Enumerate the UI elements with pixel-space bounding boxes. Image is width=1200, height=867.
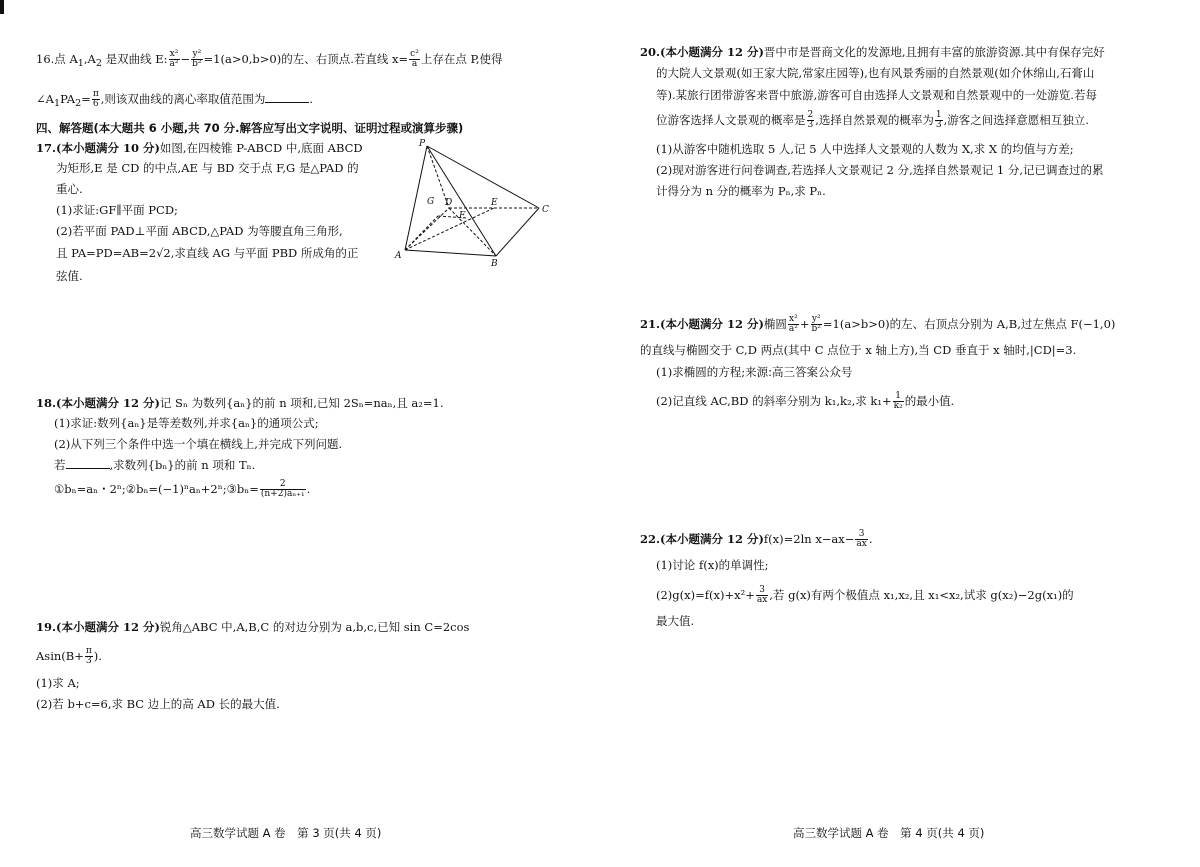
frac-x2-a2-ellipse: $\frac{\text{x²}}{\text{a²}}$ — [788, 314, 798, 335]
frac-pi-6: $\frac{\pi}{6}$ — [92, 89, 99, 110]
frac-y2-b2-ellipse: $\frac{\text{y²}}{\text{b²}}$ — [811, 314, 821, 335]
answer-blank-16[interactable] — [265, 92, 309, 103]
frac-3-ax: $\frac{3}{ax}$ — [856, 529, 867, 550]
frac-c2-a: $\frac{\text{c²}}{a}$ — [410, 49, 419, 70]
label-f: F — [459, 211, 466, 221]
source-watermark: 来源:高三答案公众号 — [745, 365, 853, 379]
footer-page-3: 高三数学试题 A 卷 第 3 页(共 4 页) — [190, 826, 382, 840]
label-c: C — [542, 205, 549, 215]
pyramid-figure — [393, 138, 558, 268]
label-a: A — [395, 251, 402, 261]
label-d: D — [445, 198, 453, 208]
answer-blank-18[interactable] — [66, 458, 110, 469]
label-g: G — [427, 197, 435, 207]
frac-bn-3: $\frac{2}{\text{(n+2)aₙ₊₁}}$ — [260, 479, 305, 500]
frac-1-3: $\frac{1}{3}$ — [935, 110, 942, 131]
label-b: B — [491, 259, 498, 268]
frac-pi-3: $\frac{\pi}{3}$ — [85, 646, 92, 667]
frac-1-k2: $\frac{1}{\text{k₂}}$ — [893, 391, 903, 412]
exam-page-4: 20.(本小题满分 12 分)晋中市是晋商文化的发源地,且拥有丰富的旅游资源.其中有保存完好 的大院人文景观(如王家大院,常家庄园等),也有风景秀丽的自然景观(如介休绵山,石膏山 等).某旅行团带游客来晋中旅游,游客可自由选择人文景观和自然景观中的一处游览.若每 位游客选择人文景观的概率是 $\frac{2}{3}$ ,选择自然景观的概率为 $\frac{1}{3}$ ,游客之间选择意愿相互独立. (1)从游客中随机选取 5 人,记 5 人中选择人文景观的人数为 X,求 X 的均值与方差; (2)现对游客进行问卷调查,若选择人文景观记 2 分,选择自然景观记 1 分,记已调查过的累 计得分为 n 分的概率为 Pₙ,求 Pₙ. 21.(本小题满分 12 分)椭圆 $\frac{\text{x²}}{\text{a²}}$ + $\frac{\text{y²}}{\text{b²}}$ =1(a>b>0)的左、右顶点分别为 A,B,过左焦点 F(−1,0) 的直线与椭圆交于 C,D 两点(其中 C 点位于 x 轴上方),当 CD 垂直于 x 轴时,|CD|=3. (1)求椭圆的方程;来源:高三答案公众号 (2)记直线 AC,BD 的斜率分别为 k₁,k₂,求 k₁+ $\frac{1}{\text{k₂}}$ 的最小值. 22.(本小题满分 12 分)f(x)=2ln x−ax− $\frac{3}{ax}$ . (1)讨论 f(x)的单调性; (2)g(x)=f(x)+x²+ $\frac{3}{ax}$ ,若 g(x)有两个极值点 x₁,x₂,且 x₁<x₂,试求 g(x₂)−2g(x₁)的 最大值. 高三数学试题 A 卷 第 4 页(共 4 页) — [640, 45, 1116, 840]
scan-corner-mark — [0, 0, 4, 14]
frac-3-ax-g: $\frac{3}{ax}$ — [756, 585, 768, 606]
q16-line-1: 16.点 $A_1,A_2$ 是双曲线 E: $\frac{\text{x²}}{\text{a²}}$ − $\frac{\text{y²}}{\text{b²}}$ =1(a>0,b>0)的左、右顶点.若直线 x= $\frac{\text{c²}}{a}$ 上存在点 P,使得 — [36, 49, 503, 70]
frac-y2-b2: $\frac{\text{y²}}{\text{b²}}$ — [192, 49, 202, 70]
q16-line-2: $\angle A_1PA_2=$ $\frac{\pi}{6}$ ,则该双曲线的离心率取值范围为 . — [36, 89, 314, 110]
section-4-title: 四、解答题(本大题共 6 小题,共 70 分.解答应写出文字说明、证明过程或演算步骤) — [36, 121, 464, 135]
frac-2-3: $\frac{2}{3}$ — [807, 110, 814, 131]
footer-page-4: 高三数学试题 A 卷 第 4 页(共 4 页) — [793, 826, 985, 840]
label-p: P — [419, 139, 426, 149]
exam-page-3: 16.点 $A_1,A_2$ 是双曲线 E: $\frac{\text{x²}}{\text{a²}}$ − $\frac{\text{y²}}{\text{b²}}$ =1(a>0,b>0)的左、右顶点.若直线 x= $\frac{\text{c²}}{a}$ 上存在点 P,使得 $\angle A_1PA_2=$ $\frac{\pi}{6}$ ,则该双曲线的离心率取值范围为 . 四、解答题(本大题共 6 小题,共 70 分.解答应写出文字说明、证明过程或演算步骤) 17.(本小题满分 10 分)如图,在四棱锥 P-ABCD 中,底面 ABCD 为矩形,E 是 CD 的中点,AE 与 BD 交于点 F,G 是△PAD 的 重心. (1)求证:GF∥平面 PCD; (2)若平面 PAD⊥平面 ABCD,△PAD 为等腰直角三角形, 且 PA=PD=AB=2√2,求直线 AG 与平面 PBD 所成角的正 弦值. P G D F E C A B 18.(本小题满分 12 分)记 Sₙ 为数列{aₙ}的前 n 项和,已知 2Sₙ=naₙ,且 a₂=1. (1)求证:数列{aₙ}是等差数列,并求{aₙ}的通项公式; (2)从下列三个条件中选一个填在横线上,并完成下列问题. 若 ,求数列{bₙ}的前 n 项和 Tₙ. ①bₙ=aₙ・2ⁿ;②bₙ=(−1)ⁿaₙ+2ⁿ;③bₙ= $\frac{2}{\text{(n+2)aₙ₊₁}}$ . 19.(本小题满分 12 分)锐角△ABC 中,A,B,C 的对边分别为 a,b,c,已知 sin C=2cos Asin(B+ $\frac{\pi}{3}$ ). (1)求 A; (2)若 b+c=6,求 BC 边上的高 AD 长的最大值. 高三数学试题 A 卷 第 3 页(共 4 页) — [0, 0, 600, 867]
frac-x2-a2: $\frac{\text{x²}}{\text{a²}}$ — [169, 49, 179, 70]
label-e: E — [491, 198, 498, 208]
